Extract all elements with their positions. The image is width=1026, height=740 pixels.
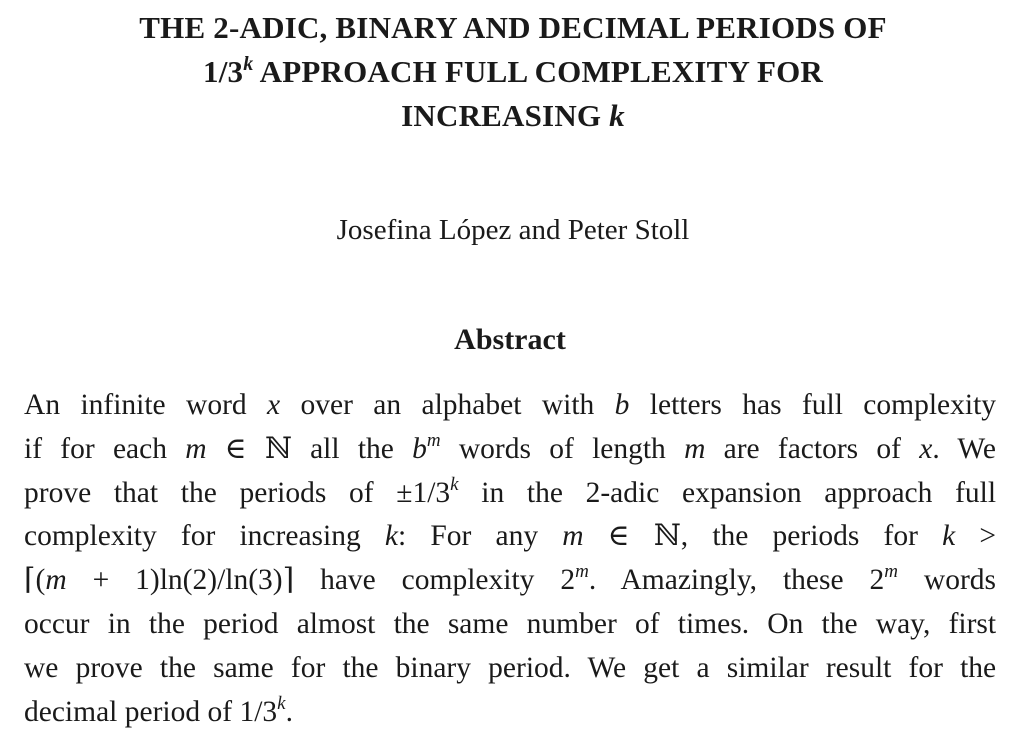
title-line-2-rest: APPROACH FULL COMPLEXITY FOR: [253, 54, 823, 89]
title-line-2-exponent: k: [243, 53, 254, 75]
paper-title: [20, 6, 1006, 138]
abstract-line: if for each m ∈ ℕ all the $b^m$ words of length m are factors of x. We: [24, 429, 996, 465]
abstract-line: prove that the periods of $\pm 1/3^k$ in the 2-adic expansion approach full: [24, 473, 997, 509]
abstract-line: decimal period of 1/3$^k$.: [24, 692, 293, 728]
abstract-heading: Abstract: [454, 323, 566, 356]
abstract-line: we prove the same for the binary period. We get a similar result for the: [24, 651, 997, 684]
abstract-line: occur in the period almost the same number of times. On the way, first: [24, 607, 997, 640]
title-line-2-prefix: 1/3: [203, 54, 244, 89]
authors: Josefina López and Peter Stoll: [336, 214, 690, 246]
title-line-1: THE 2-ADIC, BINARY AND DECIMAL PERIODS OF: [139, 10, 887, 45]
abstract-line: ⌈(m + 1)ln(2)/ln(3)⌉ have complexity 2$^m$. Amazingly, these 2$^m$ words: [24, 561, 997, 597]
abstract-line: complexity for increasing k: For any m ∈ ℕ, the periods for k >: [24, 520, 997, 553]
title-line-3-variable: k: [609, 98, 625, 133]
abstract-body: [24, 384, 996, 734]
abstract-line: An infinite word x over an alphabet with b letters has full complexity: [24, 389, 997, 421]
title-line-3-text: INCREASING: [401, 98, 610, 133]
